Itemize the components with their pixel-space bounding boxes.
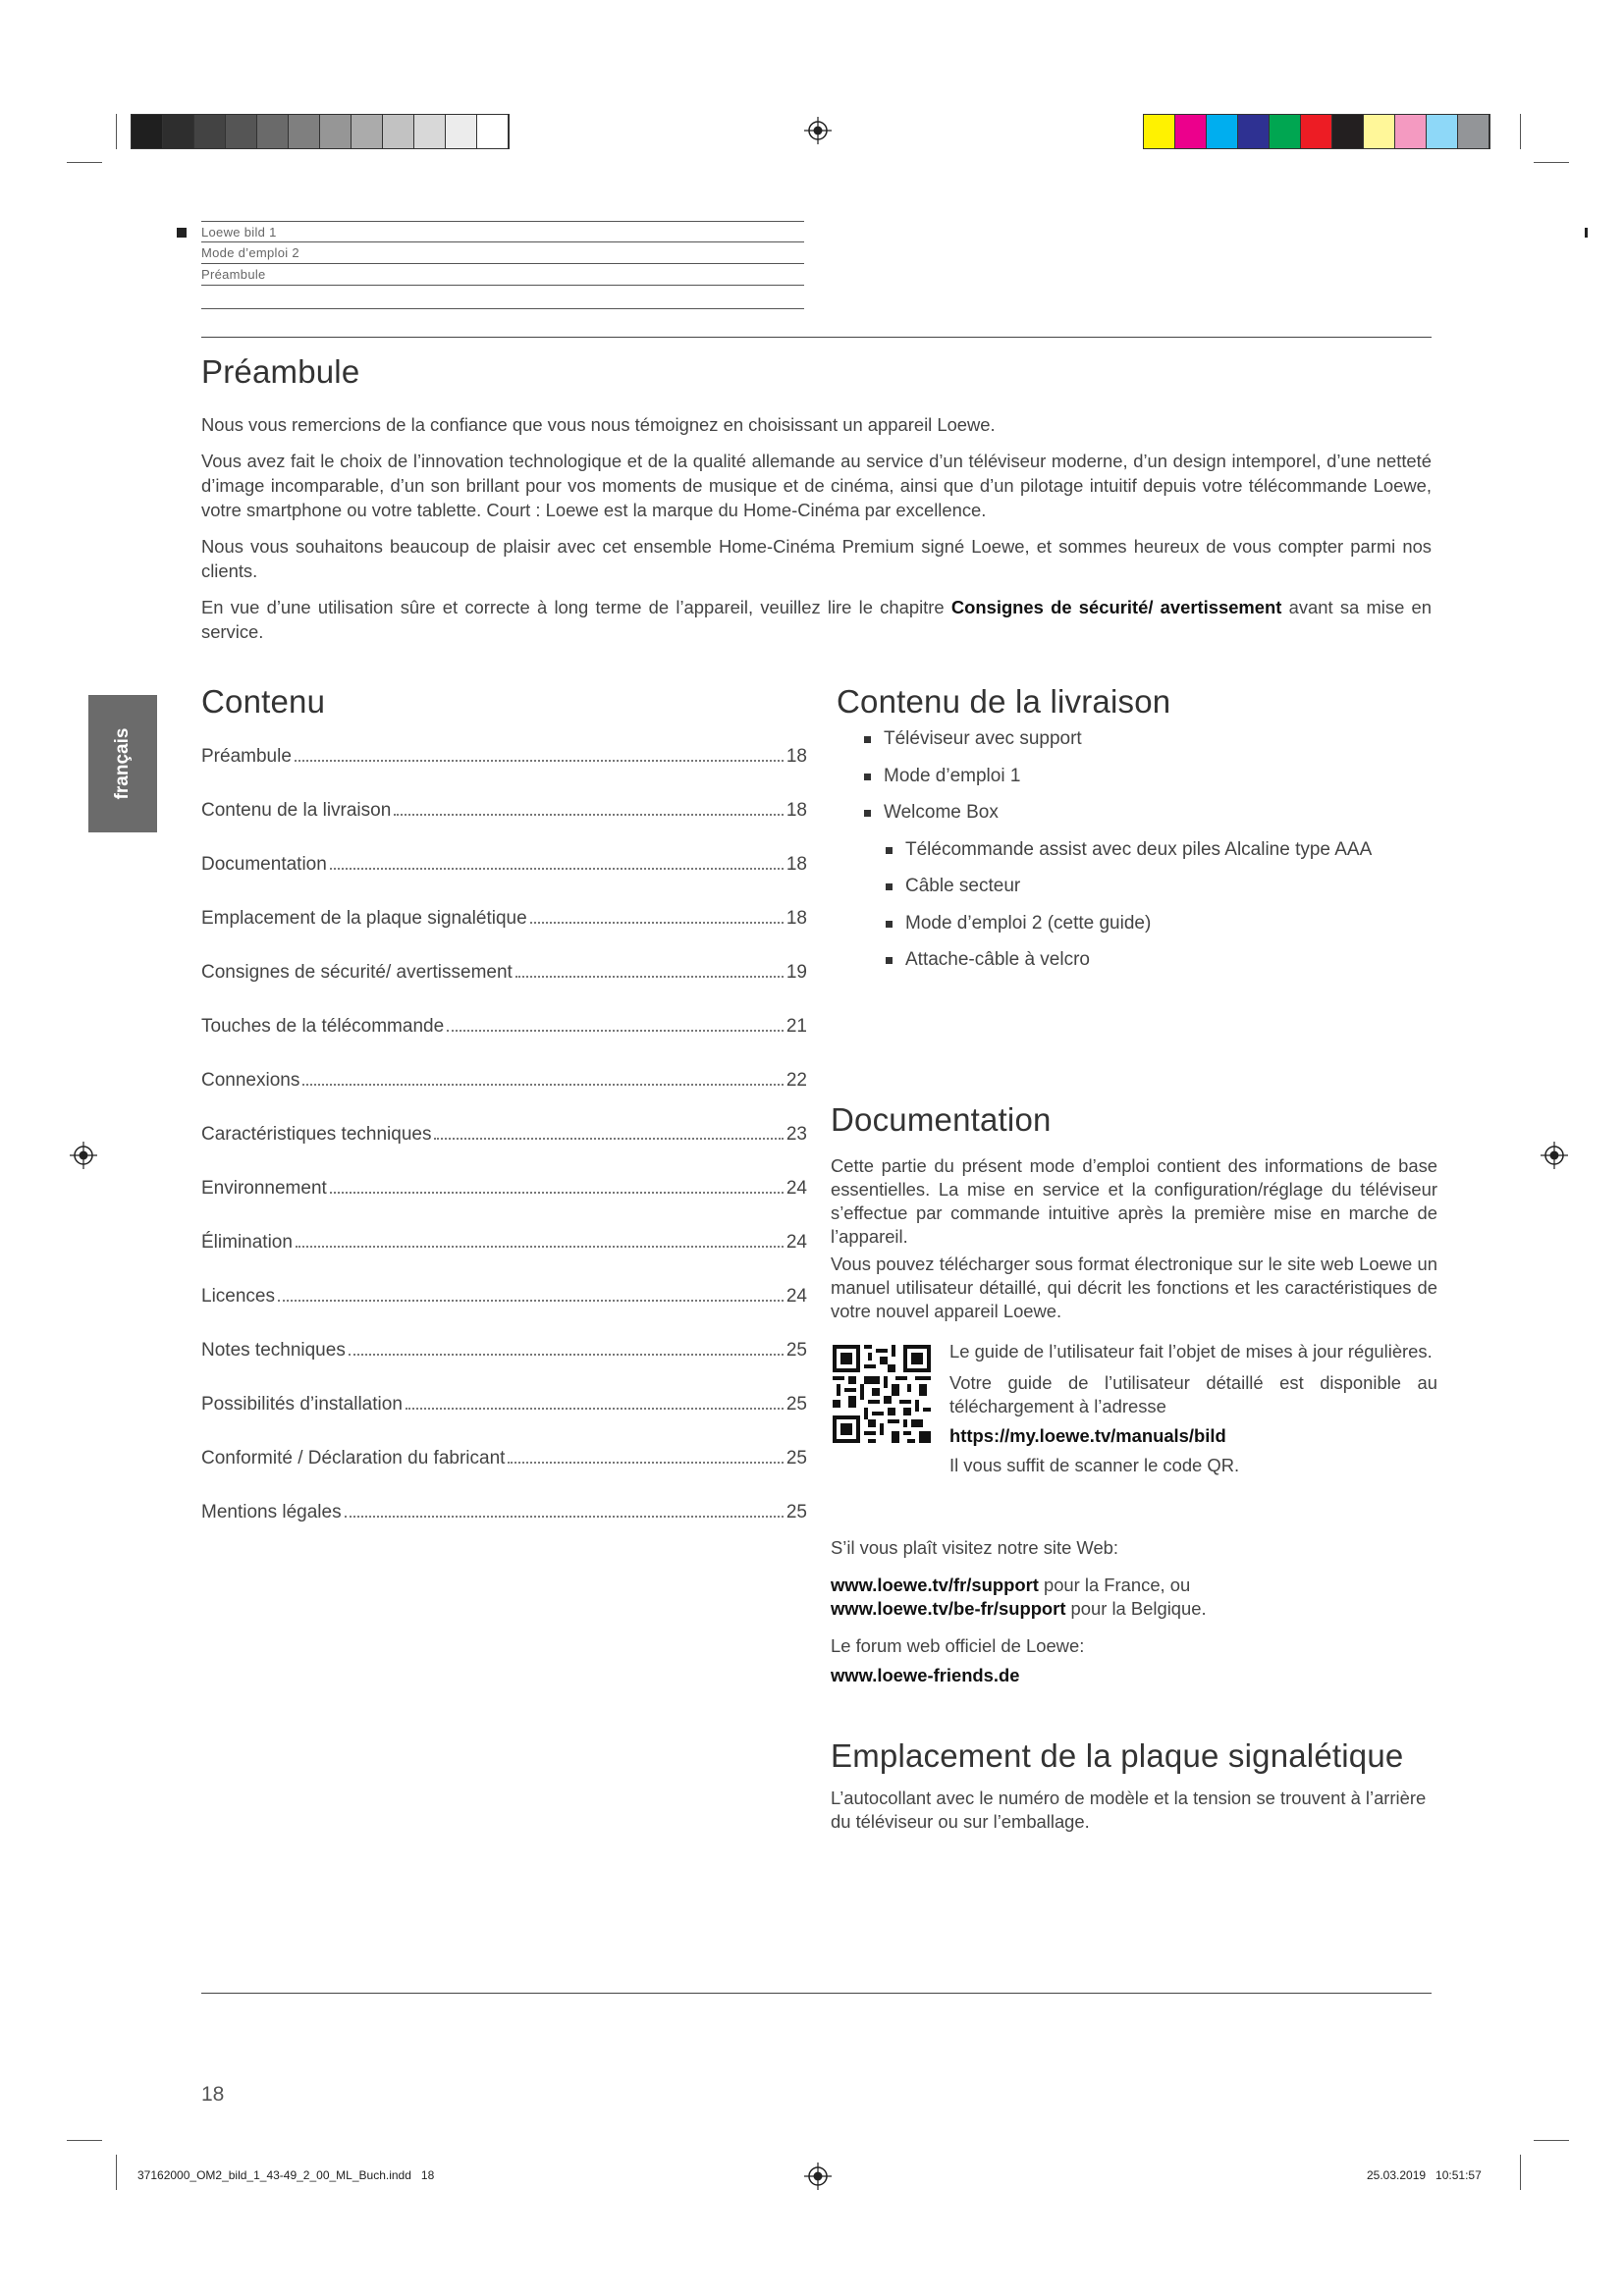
registration-mark-icon (804, 2163, 832, 2190)
paragraph: Le guide de l’utilisateur fait l’objet de mises à jour régulières. (949, 1341, 1433, 1362)
toc-entry-page: 24 (785, 1232, 807, 1253)
breadcrumb-divider (201, 221, 804, 222)
language-tab-label: français (112, 727, 133, 800)
preambule-text (201, 412, 1432, 644)
toc-dot-leader (349, 1354, 784, 1356)
toc-entry-label: Emplacement de la plaque signalétique (201, 908, 527, 929)
toc-dot-leader (447, 1030, 784, 1032)
toc-entry-page: 24 (785, 1178, 807, 1199)
crop-mark (1520, 2155, 1521, 2190)
breadcrumb-item: Loewe bild 1 (201, 225, 277, 240)
toc-entry-label: Connexions (201, 1070, 300, 1091)
grey-swatch (163, 115, 194, 148)
toc-entry-label: Mentions légales (201, 1502, 342, 1522)
crop-mark (67, 162, 102, 163)
color-swatch (1238, 115, 1270, 148)
toc-dot-leader (330, 1192, 784, 1194)
toc-entry[interactable] (201, 746, 807, 800)
table-of-contents (201, 746, 807, 1556)
grey-swatch (352, 115, 383, 148)
toc-dot-leader (406, 1408, 784, 1410)
toc-dot-leader (302, 1084, 784, 1086)
breadcrumb-divider (201, 241, 804, 242)
registration-mark-icon (70, 1142, 97, 1169)
footer-file-name: 37162000_OM2_bild_1_43-49_2_00_ML_Buch.indd 18 (137, 2168, 435, 2182)
delivery-item: Welcome Box (864, 802, 1453, 839)
grey-swatch (414, 115, 446, 148)
support-link-fr[interactable]: www.loewe.tv/fr/support (831, 1575, 1039, 1595)
forum-link[interactable]: www.loewe-friends.de (831, 1665, 1020, 1685)
delivery-subitem: Télécommande assist avec deux piles Alcaline type AAA (886, 839, 1453, 877)
toc-dot-leader (394, 814, 784, 816)
safety-chapter-ref: Consignes de sécurité/ avertissement (950, 597, 1282, 617)
paragraph: Vous pouvez télécharger sous format électronique sur le site web Loewe un manuel utilisateur détaillé, qui décrit les fonctions et les caractéristiques de votre nouvel appareil Loewe. (831, 1254, 1437, 1321)
toc-entry[interactable] (201, 854, 807, 908)
toc-entry-label: Caractéristiques techniques (201, 1124, 432, 1145)
grey-calibration-strip (131, 114, 510, 149)
breadcrumb-divider (201, 308, 804, 309)
toc-entry[interactable] (201, 1124, 807, 1178)
breadcrumb-divider (201, 285, 804, 286)
toc-dot-leader (530, 922, 784, 924)
qr-code-icon (833, 1345, 931, 1443)
toc-entry-page: 18 (785, 746, 807, 767)
toc-entry-label: Consignes de sécurité/ avertissement (201, 962, 513, 983)
toc-entry[interactable] (201, 1232, 807, 1286)
toc-dot-leader (278, 1300, 784, 1302)
color-calibration-strip (1143, 114, 1490, 149)
toc-entry[interactable] (201, 962, 807, 1016)
toc-dot-leader (296, 1246, 784, 1248)
breadcrumb-item: Mode d’emploi 2 (201, 245, 299, 260)
toc-entry[interactable] (201, 1178, 807, 1232)
page-number: 18 (201, 2083, 225, 2106)
color-swatch (1395, 115, 1427, 148)
grey-swatch (477, 115, 509, 148)
toc-entry-page: 23 (785, 1124, 807, 1145)
toc-entry-label: Préambule (201, 746, 292, 767)
grey-swatch (257, 115, 289, 148)
text-span: pour la France, ou (1038, 1575, 1191, 1595)
toc-entry-page: 18 (785, 800, 807, 821)
bottom-rule (201, 1993, 1432, 1994)
toc-entry-page: 24 (785, 1286, 807, 1307)
toc-entry[interactable] (201, 1448, 807, 1502)
paragraph: Nous vous remercions de la confiance que vous nous témoignez en choisissant un appareil Loewe. (201, 414, 996, 435)
color-swatch (1301, 115, 1332, 148)
color-swatch (1175, 115, 1207, 148)
paragraph: Vous avez fait le choix de l’innovation technologique et de la qualité allemande au service d’un téléviseur moderne, d’un design intemporel, d’une netteté d’image incomparable, d’un son brillant pour vos moments de musique et de cinéma, ainsi que d’un pilotage intuitif depuis votre télécommande Loewe, votre smartphone ou votre tablette. Court : Loewe est la marque du Home-Cinéma par excellence. (201, 451, 1432, 520)
toc-entry[interactable] (201, 1340, 807, 1394)
toc-entry-page: 25 (785, 1394, 807, 1415)
text-span: En vue d’une utilisation sûre et correcte à long terme de l’appareil, veuillez lire le chapitre (201, 597, 951, 617)
toc-entry[interactable] (201, 1070, 807, 1124)
color-swatch (1364, 115, 1395, 148)
toc-entry[interactable] (201, 908, 807, 962)
paragraph (201, 595, 1432, 644)
toc-entry-label: Conformité / Déclaration du fabricant (201, 1448, 506, 1468)
toc-entry-label: Touches de la télécommande (201, 1016, 445, 1037)
breadcrumb-item: Préambule (201, 267, 266, 282)
language-tab (88, 695, 157, 832)
grey-swatch (226, 115, 257, 148)
crop-mark (1534, 162, 1569, 163)
breadcrumb-divider (201, 263, 804, 264)
delivery-list (864, 728, 1453, 987)
plaque-text (831, 1787, 1430, 1834)
text-span: avant sa mise en service. (201, 597, 1432, 642)
toc-entry-page: 21 (785, 1016, 807, 1037)
support-links (831, 1536, 1437, 1687)
grey-swatch (320, 115, 352, 148)
toc-entry-label: Licences (201, 1286, 275, 1307)
paragraph: Il vous suffit de scanner le code QR. (949, 1455, 1240, 1475)
grey-swatch (289, 115, 320, 148)
grey-swatch (383, 115, 414, 148)
manual-link[interactable]: https://my.loewe.tv/manuals/bild (949, 1425, 1226, 1446)
footer-timestamp: 25.03.2019 10:51:57 (1367, 2168, 1482, 2182)
section-title-documentation: Documentation (831, 1101, 1052, 1138)
grey-swatch (446, 115, 477, 148)
crop-mark (116, 114, 117, 149)
toc-entry-page: 25 (785, 1502, 807, 1522)
toc-dot-leader (434, 1138, 783, 1140)
grey-swatch (194, 115, 226, 148)
toc-entry-page: 18 (785, 908, 807, 929)
color-swatch (1458, 115, 1489, 148)
toc-entry-label: Documentation (201, 854, 327, 875)
paragraph: Le forum web officiel de Loewe: (831, 1635, 1085, 1656)
toc-entry-page: 18 (785, 854, 807, 875)
crop-mark (116, 2155, 117, 2190)
paragraph: Nous vous souhaitons beaucoup de plaisir avec cet ensemble Home-Cinéma Premium signé Loewe, et sommes heureux de vous compter parmi nos clients. (201, 536, 1432, 581)
documentation-text (831, 1154, 1437, 1323)
color-swatch (1427, 115, 1458, 148)
breadcrumb-marker (177, 228, 187, 238)
toc-entry-label: Possibilités d’installation (201, 1394, 403, 1415)
registration-mark-icon (804, 117, 832, 144)
section-title-livraison: Contenu de la livraison (837, 683, 1171, 720)
section-title-preambule: Préambule (201, 353, 360, 390)
toc-entry-page: 25 (785, 1340, 807, 1361)
section-title-contenu: Contenu (201, 683, 326, 720)
delivery-item: Téléviseur avec support (864, 728, 1453, 766)
color-swatch (1332, 115, 1364, 148)
toc-entry-label: Notes techniques (201, 1340, 346, 1361)
grey-swatch (132, 115, 163, 148)
toc-dot-leader (295, 760, 784, 762)
registration-mark-icon (1541, 1142, 1568, 1169)
delivery-item: Mode d’emploi 1 (864, 766, 1453, 803)
toc-dot-leader (345, 1516, 784, 1518)
color-swatch (1207, 115, 1238, 148)
qr-text (949, 1340, 1437, 1477)
toc-entry[interactable] (201, 1286, 807, 1340)
toc-dot-leader (508, 1462, 783, 1464)
support-link-be[interactable]: www.loewe.tv/be-fr/support (831, 1598, 1066, 1619)
crop-mark (1585, 228, 1588, 238)
text-span: pour la Belgique. (1065, 1598, 1207, 1619)
toc-entry-label: Environnement (201, 1178, 327, 1199)
toc-entry[interactable] (201, 800, 807, 854)
toc-entry[interactable] (201, 1016, 807, 1070)
color-swatch (1270, 115, 1301, 148)
toc-entry[interactable] (201, 1502, 807, 1556)
paragraph: Votre guide de l’utilisateur détaillé est disponible au téléchargement à l’adresse (949, 1372, 1437, 1416)
crop-mark (1520, 114, 1521, 149)
top-rule (201, 337, 1432, 338)
paragraph: Cette partie du présent mode d’emploi contient des informations de base essentielles. La mise en service et la configuration/réglage du téléviseur s’effectue par commande intuitive après la première mise en marche de l’appareil. (831, 1155, 1437, 1247)
toc-entry-page: 25 (785, 1448, 807, 1468)
toc-entry-page: 22 (785, 1070, 807, 1091)
toc-dot-leader (515, 976, 784, 978)
color-swatch (1144, 115, 1175, 148)
delivery-subitem: Mode d’emploi 2 (cette guide) (886, 913, 1453, 950)
delivery-subitem: Câble secteur (886, 876, 1453, 913)
toc-entry-label: Élimination (201, 1232, 293, 1253)
toc-entry[interactable] (201, 1394, 807, 1448)
crop-mark (67, 2140, 102, 2141)
toc-entry-label: Contenu de la livraison (201, 800, 392, 821)
toc-dot-leader (330, 868, 784, 870)
delivery-subitem: Attache-câble à velcro (886, 949, 1453, 987)
section-title-plaque: Emplacement de la plaque signalétique (831, 1737, 1404, 1774)
crop-mark (1534, 2140, 1569, 2141)
paragraph: S’il vous plaît visitez notre site Web: (831, 1537, 1119, 1558)
paragraph: L’autocollant avec le numéro de modèle et la tension se trouvent à l’arrière du téléviseur ou sur l’emballage. (831, 1788, 1427, 1832)
toc-entry-page: 19 (785, 962, 807, 983)
